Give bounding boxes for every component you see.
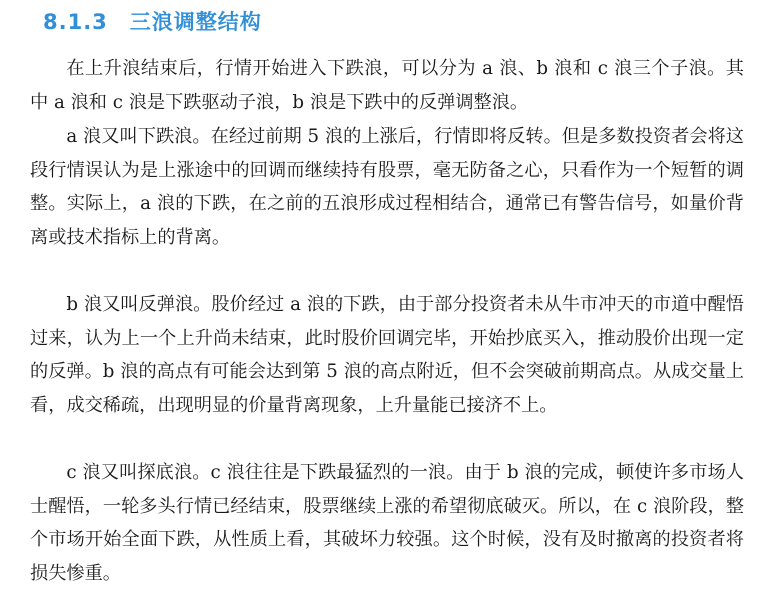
paragraph-wave-c: c 浪又叫探底浪。c 浪往往是下跌最猛烈的一浪。由于 b 浪的完成，顿使许多市场人士醒悟，一轮多头行情已经结束，股票继续上涨的希望彻底破灭。所以，在 c 浪阶段，整个市场开始全面下跌，从性质上看，其破坏力较强。这个时候，没有及时撤离的投资者将损失惨重。 — [30, 462, 744, 584]
section-number: 8.1.3 — [43, 10, 108, 34]
section-heading — [43, 6, 262, 36]
paragraph-wave-a: a 浪又叫下跌浪。在经过前期 5 浪的上涨后，行情即将反转。但是多数投资者会将这段行情误认为是上涨途中的回调而继续持有股票，毫无防备之心，只看作为一个短暂的调整。实际上，a 浪的下跌，在之前的五浪形成过程相结合，通常已有警告信号，如量价背离或技术指标上的背离。 — [30, 126, 744, 248]
paragraph-wave-b: b 浪又叫反弹浪。股价经过 a 浪的下跌，由于部分投资者未从牛市冲天的市道中醒悟过来，认为上一个上升尚未结束，此时股价回调完毕，开始抄底买入，推动股价出现一定的反弹。b 浪的高点有可能会达到第 5 浪的高点附近，但不会突破前期高点。从成交量上看，成交稀疏，出现明显的价量背离现象，上升量能已接济不上。 — [30, 294, 744, 416]
section-title: 三浪调整结构 — [129, 10, 262, 34]
paragraph-intro: 在上升浪结束后，行情开始进入下跌浪，可以分为 a 浪、b 浪和 c 浪三个子浪。其中 a 浪和 c 浪是下跌驱动子浪，b 浪是下跌中的反弹调整浪。 — [30, 58, 744, 113]
